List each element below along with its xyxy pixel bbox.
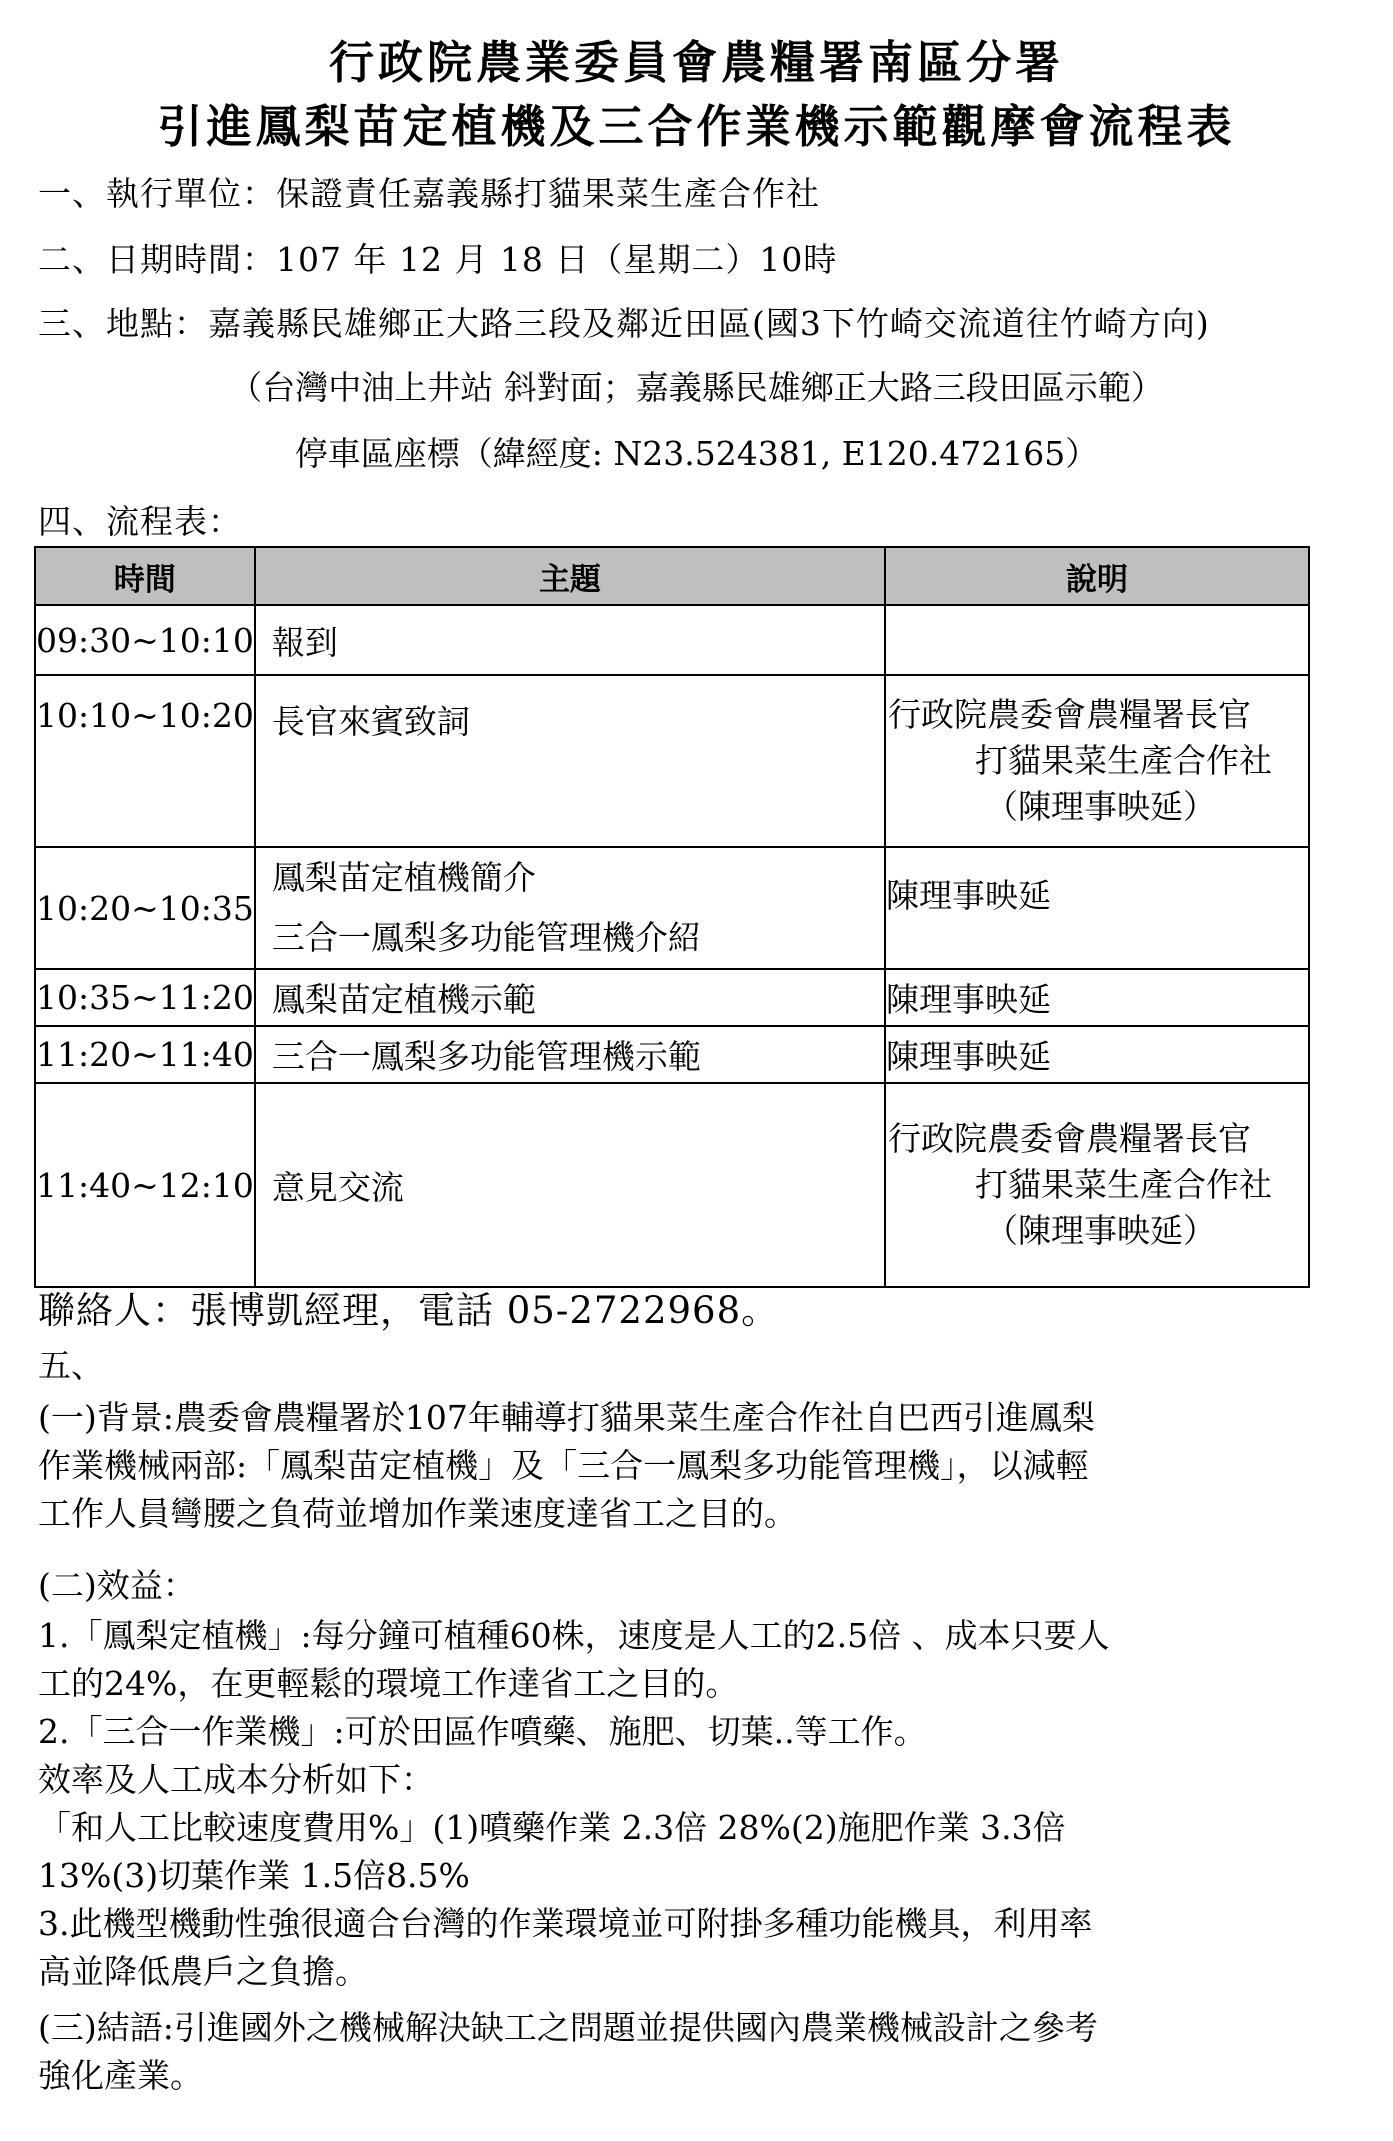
paragraph-line: 13%(3)切葉作業 1.5倍8.5%: [38, 1856, 470, 1895]
row-description: [885, 605, 1309, 675]
topic-line: 鳳梨苗定植機簡介: [271, 858, 536, 897]
paragraph-line: 1.「鳳梨定植機」:每分鐘可植種60株，速度是人工的2.5倍 、成本只要人: [38, 1616, 1110, 1655]
section5-heading: 五、: [38, 1346, 104, 1385]
description-line: （陳理事映延）: [985, 787, 1216, 826]
paragraph-line: (三)結語:引進國外之機械解決缺工之問題並提供國內農業機械設計之參考: [38, 2008, 1098, 2047]
table-row: [35, 847, 1309, 969]
background-paragraph: [38, 1394, 1358, 1538]
table-row: [35, 1083, 1309, 1287]
header-topic: 主題: [255, 547, 885, 605]
topic-line: 三合一鳳梨多功能管理機介紹: [271, 918, 701, 957]
table-row: [35, 675, 1309, 847]
row-description: 陳理事映延: [885, 1026, 1309, 1083]
paragraph-line: (一)背景:農委會農糧署於107年輔導打貓果菜生產合作社自巴西引進鳳梨: [38, 1398, 1095, 1437]
row-time: 10:35~11:20: [35, 969, 255, 1026]
row-description: [885, 675, 1309, 847]
row-time: 10:20~10:35: [35, 847, 255, 969]
table-row: [35, 605, 1309, 675]
description-line: 行政院農委會農糧署長官: [888, 695, 1252, 734]
table-header-row: [35, 547, 1309, 605]
row-time: 10:10~10:20: [35, 675, 255, 847]
row-topic: 鳳梨苗定植機示範: [255, 969, 885, 1026]
paragraph-line: 作業機械兩部:「鳳梨苗定植機」及「三合一鳳梨多功能管理機」，以減輕: [38, 1446, 1089, 1485]
paragraph-line: 3.此機型機動性強很適合台灣的作業環境並可附掛多種功能機具，利用率: [38, 1904, 1093, 1943]
row-topic: 意見交流: [255, 1083, 885, 1287]
paragraph-line: 「和人工比較速度費用%」(1)噴藥作業 2.3倍 28%(2)施肥作業 3.3倍: [38, 1808, 1066, 1847]
location-note: （台灣中油上井站 斜對面；嘉義縣民雄鄉正大路三段田區示範）: [229, 368, 1164, 407]
row-description: 陳理事映延: [885, 969, 1309, 1026]
row-description: 陳理事映延: [885, 847, 1309, 969]
benefits-list: [38, 1612, 1358, 1996]
description-line: （陳理事映延）: [985, 1211, 1216, 1250]
row-topic: 三合一鳳梨多功能管理機示範: [255, 1026, 885, 1083]
contact-person: 聯絡人：張博凱經理，電話 05-2722968。: [38, 1289, 780, 1332]
description-line: 打貓果菜生產合作社: [975, 741, 1272, 780]
schedule-table: [34, 546, 1310, 1288]
row-topic: 報到: [255, 605, 885, 675]
row-time: 11:20~11:40: [35, 1026, 255, 1083]
document-title: 行政院農業委員會農糧署南區分署: [328, 36, 1064, 89]
paragraph-line: 高並降低農戶之負擔。: [38, 1952, 368, 1991]
header-description: 說明: [885, 547, 1309, 605]
row-topic: [255, 847, 885, 969]
paragraph-line: 工作人員彎腰之負荷並增加作業速度達省工之目的。: [38, 1494, 797, 1533]
date-time: 二、日期時間：107 年 12 月 18 日（星期二）10時: [38, 240, 838, 279]
row-time: 11:40~12:10: [35, 1083, 255, 1287]
row-topic: 長官來賓致詞: [255, 675, 885, 847]
row-description: [885, 1083, 1309, 1287]
parking-coordinates: 停車區座標（緯經度: N23.524381, E120.472165）: [294, 434, 1099, 473]
description-line: 打貓果菜生產合作社: [975, 1165, 1272, 1204]
document-subtitle: 引進鳳梨苗定植機及三合作業機示範觀摩會流程表: [157, 100, 1236, 153]
paragraph-line: 工的24%，在更輕鬆的環境工作達省工之目的。: [38, 1664, 739, 1703]
conclusion-paragraph: [38, 2004, 1358, 2100]
location: 三、地點：嘉義縣民雄鄉正大路三段及鄰近田區(國3下竹崎交流道往竹崎方向): [38, 304, 1210, 343]
description-line: 行政院農委會農糧署長官: [888, 1119, 1252, 1158]
flow-heading: 四、流程表：: [38, 502, 242, 541]
row-time: 09:30~10:10: [35, 605, 255, 675]
paragraph-line: 強化產業。: [38, 2056, 203, 2095]
paragraph-line: 效率及人工成本分析如下：: [38, 1760, 434, 1799]
header-time: 時間: [35, 547, 255, 605]
benefit-heading: (二)效益：: [38, 1566, 196, 1605]
table-row: [35, 969, 1309, 1026]
table-row: [35, 1026, 1309, 1083]
paragraph-line: 2.「三合一作業機」:可於田區作噴藥、施肥、切葉..等工作。: [38, 1712, 927, 1751]
executing-unit: 一、執行單位：保證責任嘉義縣打貓果菜生產合作社: [38, 174, 820, 213]
